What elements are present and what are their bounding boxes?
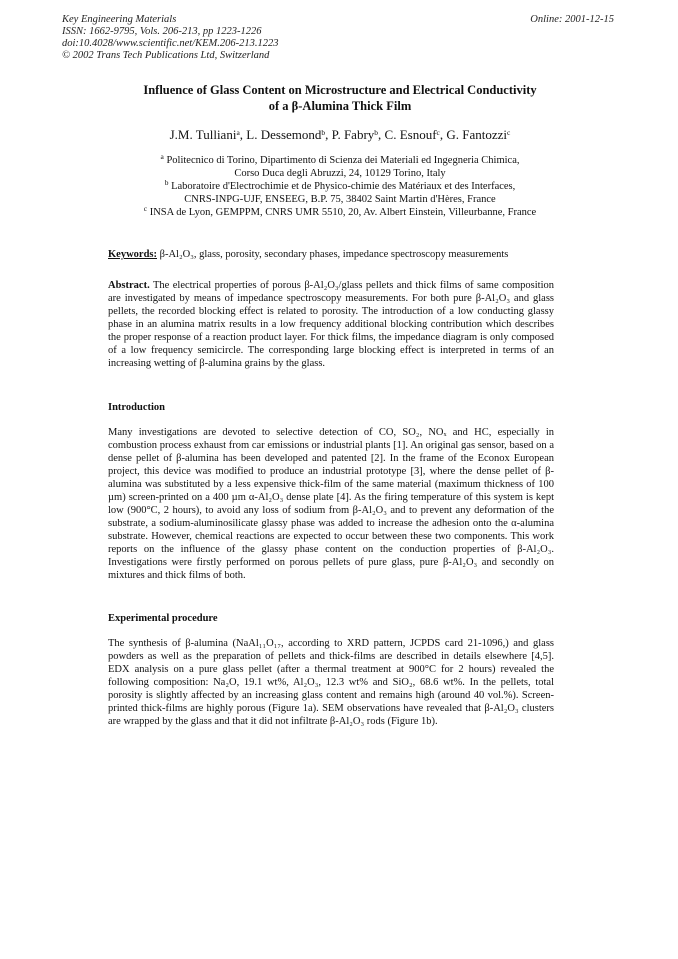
online-date: Online: 2001-12-15 xyxy=(530,14,614,25)
abstract xyxy=(108,279,554,370)
copyright-line: © 2002 Trans Tech Publications Ltd, Switzerland xyxy=(62,50,270,61)
experimental-heading: Experimental procedure xyxy=(108,613,218,624)
title-line-1: Influence of Glass Content on Microstructure and Electrical Conductivity xyxy=(143,83,537,97)
author-list xyxy=(60,127,620,143)
keywords-text: β-Al₂O₃, glass, porosity, secondary phases, impedance spectroscopy measurements xyxy=(159,249,509,260)
author: P. Fabry$^b$, xyxy=(331,127,385,142)
affiliation-b-address: CNRS-INPG-UJF, ENSEEG, B.P. 75, 38402 Saint Martin d'Hères, France xyxy=(184,194,496,205)
introduction-text: Many investigations are devoted to selective detection of CO, SO₂, NOₓ and HC, especially in combustion process exhaust from car emissions or industrial plants [1]. An original gas sensor, based on a dense pellet of β-alumina has been developed and patented [2]. In the frame of the Econox European project, this device was modified to produce an industrial prototype [3], where the dense pellet of β-alumina was substituted by a less expensive thick-film of the same material (maximum thickness of 100 µm) screen-printed on a 400 µm α-Al₂O₃ dense plate [4]. As the firing temperature of this system is kept low (900°C, 2 hours), to avoid any loss of sodium from β-Al₂O₃ and to prevent any deformation of the substrate, a sodium-aluminosilicate glassy phase was added to increase the adhesion onto the α-alumina substrate. However, chemical reactions are expected to occur between these two components. This work reports on the influence of the glassy phase content on the conduction properties of β-Al₂O₃. Investigations were firstly performed on porous pellets of pure glass, pure β-Al₂O₃ and secondly on mixtures and thick films of both. xyxy=(108,427,554,581)
affiliations xyxy=(60,154,620,219)
author: J.M. Tulliani$^a$, xyxy=(169,127,247,142)
paper-title xyxy=(90,82,590,114)
author: C. Esnouf$^c$, xyxy=(384,127,447,142)
author: G. Fantozzi$^c$ xyxy=(446,127,511,142)
issn-line: ISSN: 1662-9795, Vols. 206-213, pp 1223-1226 xyxy=(62,26,262,37)
affiliation-c: $^c$ INSA de Lyon, GEMPPM, CNRS UMR 5510, 20, Av. Albert Einstein, Villeurbanne, France xyxy=(143,204,537,218)
journal-name: Key Engineering Materials xyxy=(62,14,177,25)
affiliation-a: $^a$ Politecnico di Torino, Dipartimento di Scienza dei Materiali ed Ingegneria Chimica, xyxy=(160,152,520,166)
experimental-text: The synthesis of β-alumina (NaAl₁₁O₁₇, according to XRD pattern, JCPDS card 21-1096,) and glass powders as well as the preparation of pellets and thick-films are described in details elsewhere [4,5]. EDX analysis on a pure glass pellet (after a thermal treatment at 900°C for 2 hours) revealed the following composition: Na₂O, 19.1 wt%, Al₂O₃, 12.3 wt% and SiO₂, 68.6 wt%. In the pellets, total porosity is slightly affected by an increasing glass content and remains high (around 40 vol.%). Screen-printed thick-films are highly porous (Figure 1a). SEM observations have revealed that β-Al₂O₃ clusters are wrapped by the glass and that it did not infiltrate β-Al₂O₃ rods (Figure 1b). xyxy=(108,638,554,727)
abstract-label: Abstract. xyxy=(108,280,150,291)
abstract-text: The electrical properties of porous β-Al₂O₃/glass pellets and thick films of same composition are investigated by means of impedance spectroscopy measurements. For both pure β-Al₂O₃ and glass pellets, the recorded blocking effect is related to porosity. The introduction of a low conducting glassy phase in an alumina matrix results in a low frequency additional blocking contribution which describes the proper response of a reaction product layer. For thick films, the impedance diagram is only composed of a low frequency semicircle. The corresponding large blocking effect is interpreted in terms of an increasing wetting of β-alumina grains by the glass. xyxy=(108,280,554,369)
keywords-label: Keywords: xyxy=(108,249,157,260)
keywords xyxy=(108,248,554,261)
journal-header xyxy=(62,14,279,62)
affiliation-b: $^b$ Laboratoire d'Electrochimie et de Physico-chimie des Matériaux et des Interfaces, xyxy=(164,178,516,192)
affiliation-a-address: Corso Duca degli Abruzzi, 24, 10129 Torino, Italy xyxy=(234,168,446,179)
title-line-2: of a β-Alumina Thick Film xyxy=(268,99,412,113)
author: L. Dessemond$^b$, xyxy=(246,127,332,142)
introduction-heading: Introduction xyxy=(108,402,165,413)
doi-link[interactable]: doi:10.4028/www.scientific.net/KEM.206-213.1223 xyxy=(62,38,279,49)
